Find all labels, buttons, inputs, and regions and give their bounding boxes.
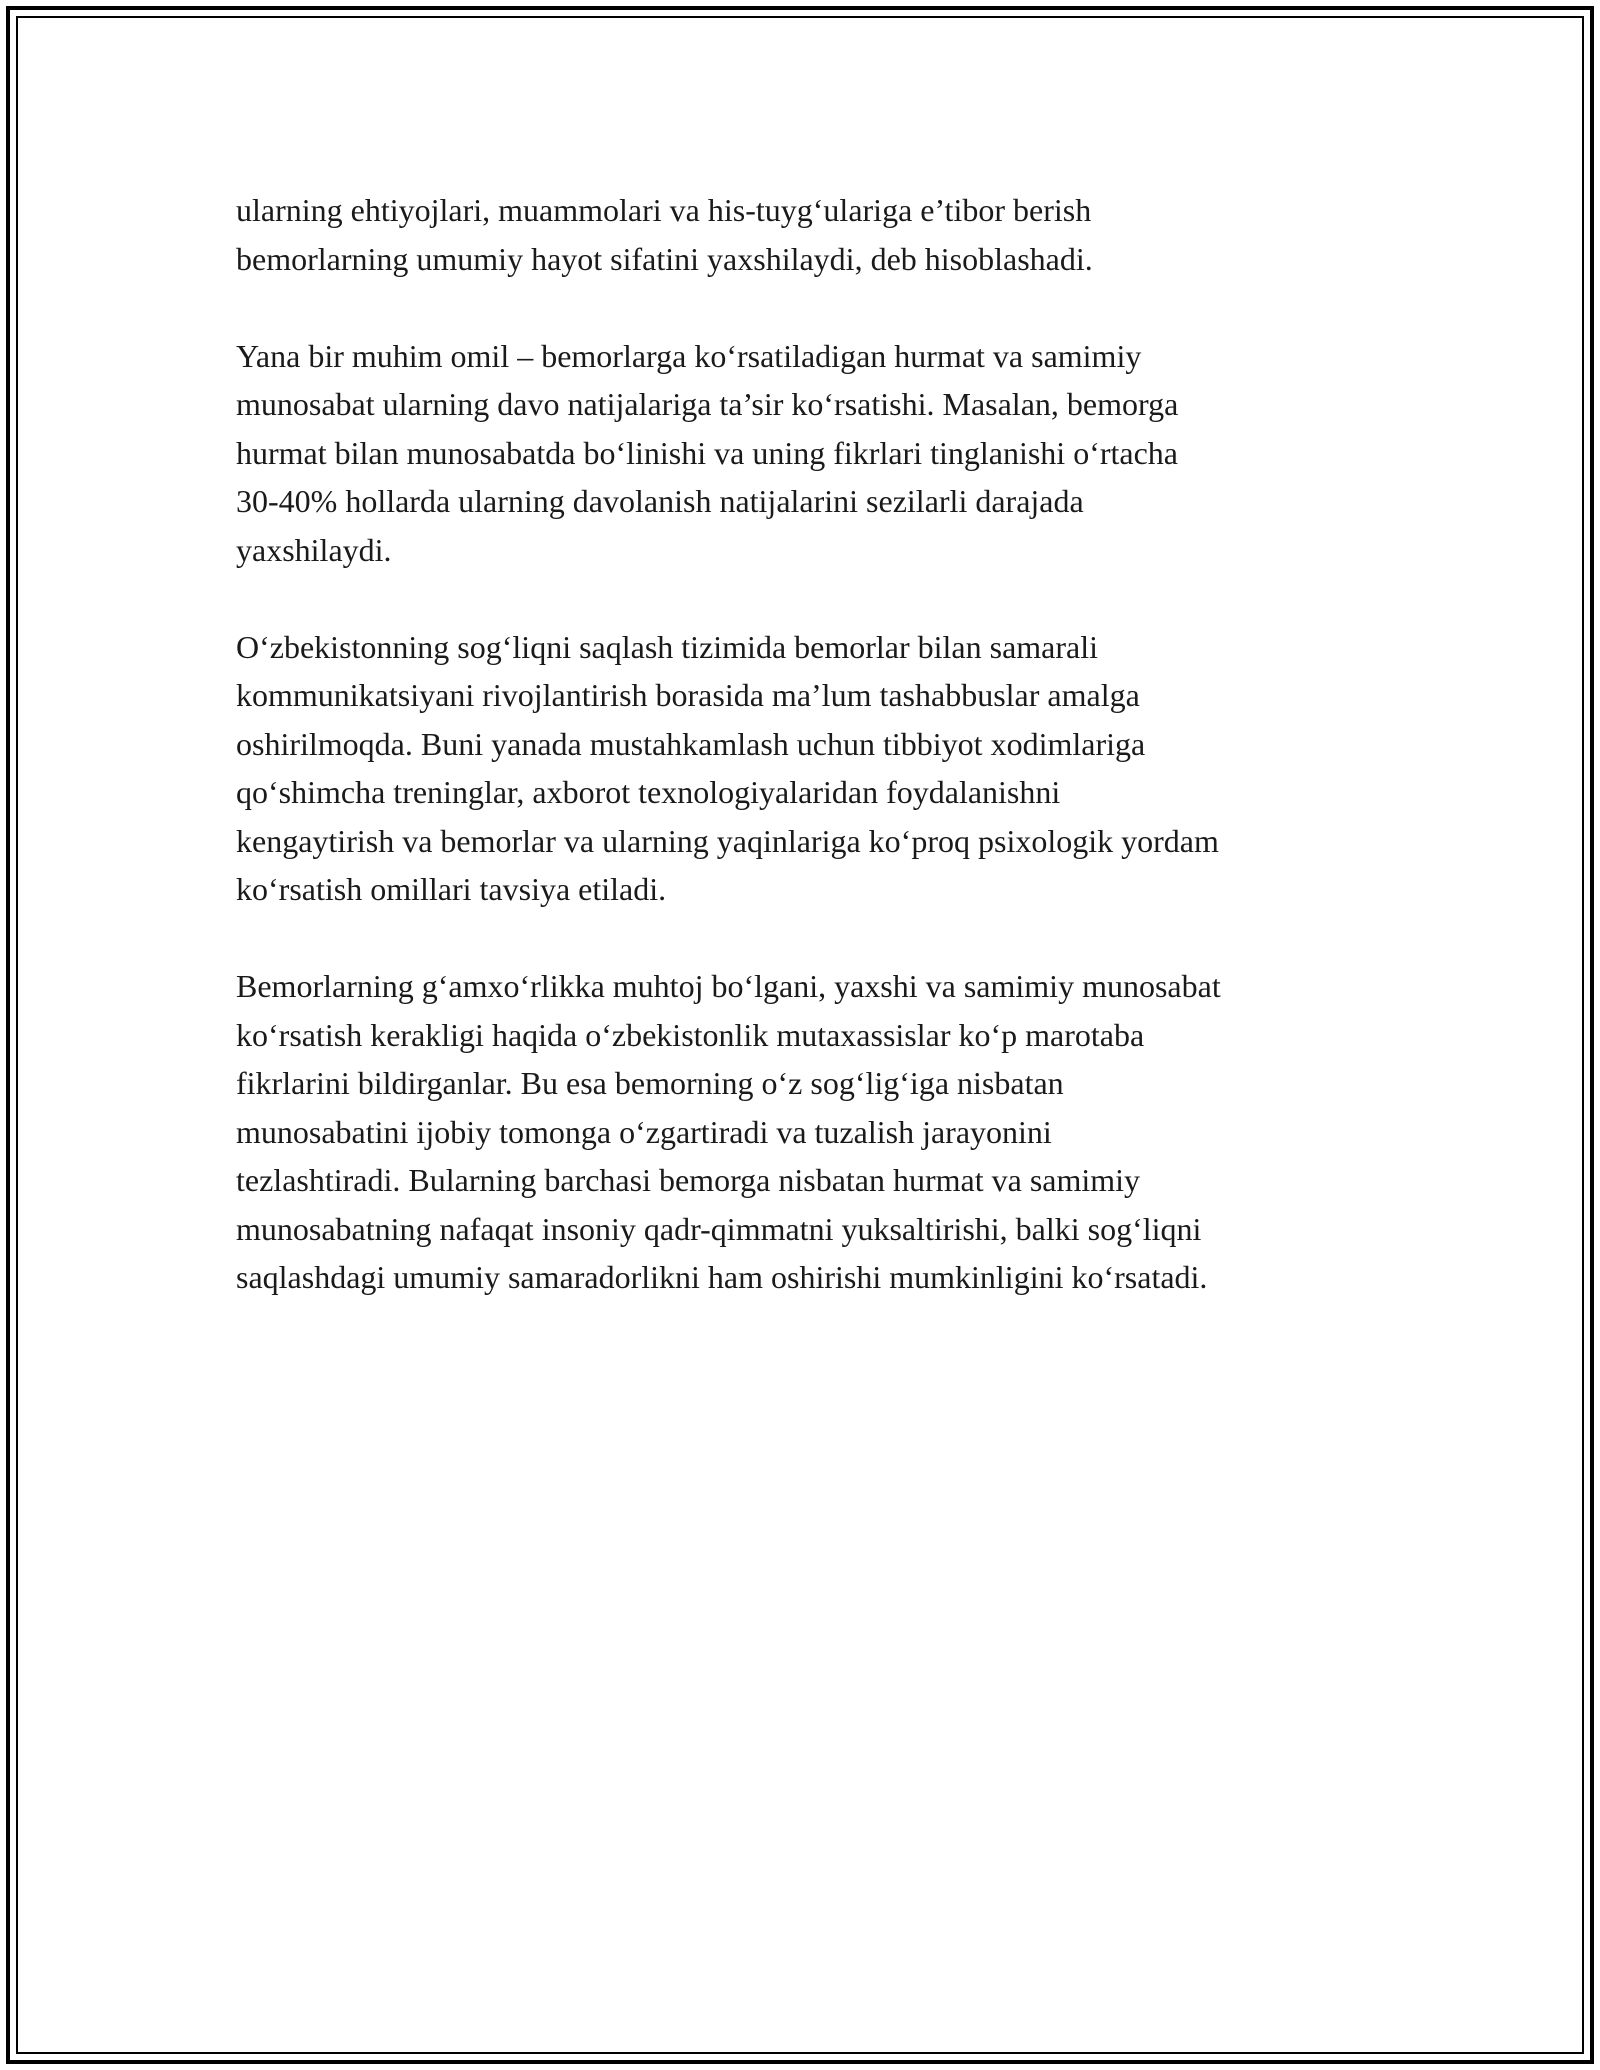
document-body [236,186,1376,1350]
paragraph-3: O‘zbekistonning sog‘liqni saqlash tizimida bemorlar bilan samarali kommunikatsiyani rivojlantirish borasida ma’lum tashabbuslar amalga oshirilmoqda. Buni yanada mustahkamlash uchun tibbiyot xodimlariga qo‘shimcha treninglar, axborot texnologiyalaridan foydalanishni kengaytirish va bemorlar va ularning yaqinlariga ko‘proq psixologik yordam ko‘rsatish omillari tavsiya etiladi. [236,628,1219,907]
paragraph-1: ularning ehtiyojlari, muammolari va his-tuyg‘ulariga e’tibor berish bemorlarning umumiy hayot sifatini yaxshilaydi, deb hisoblashadi. [236,192,1093,277]
paragraph-2: Yana bir muhim omil – bemorlarga ko‘rsatiladigan hurmat va samimiy munosabat ularning davo natijalariga ta’sir ko‘rsatishi. Masalan, bemorga hurmat bilan munosabatda bo‘linishi va uning fikrlari tinglanishi o‘rtacha 30-40% hollarda ularning davolanish natijalarini sezilarli darajada yaxshilaydi. [236,337,1179,568]
paragraph-4: Bemorlarning g‘amxo‘rlikka muhtoj bo‘lgani, yaxshi va samimiy munosabat ko‘rsatish kerakligi haqida o‘zbekistonlik mutaxassislar ko‘p marotaba fikrlarini bildirganlar. Bu esa bemorning o‘z sog‘lig‘iga nisbatan munosabatini ijobiy tomonga o‘zgartiradi va tuzalish jarayonini tezlashtiradi. Bularning barchasi bemorga nisbatan hurmat va samimiy munosabatning nafaqat insoniy qadr-qimmatni yuksaltirishi, balki sog‘liqni saqlashdagi umumiy samaradorlikni ham oshirishi mumkinligini ko‘rsatadi. [236,968,1221,1295]
